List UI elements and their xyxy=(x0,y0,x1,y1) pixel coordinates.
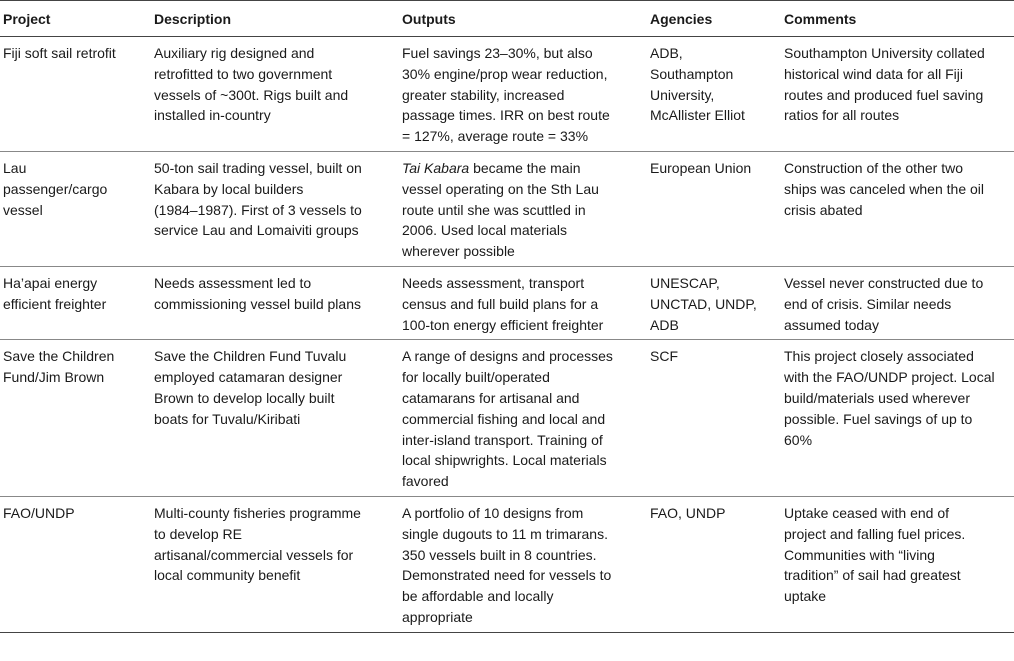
cell-description: 50-ton sail trading vessel, built on Kabara by local builders (1984–1987). First of 3 vessels to service Lau and Lomaiviti groups xyxy=(150,151,398,266)
table-body xyxy=(0,37,1014,633)
cell-agencies: UNESCAP, UNCTAD, UNDP, ADB xyxy=(646,266,780,339)
cell-outputs: Fuel savings 23–30%, but also 30% engine/prop wear reduction, greater stability, increased passage times. IRR on best route = 127%, average route = 33% xyxy=(398,37,646,152)
cell-agencies: SCF xyxy=(646,340,780,497)
cell-description: Save the Children Fund Tuvalu employed catamaran designer Brown to develop locally built boats for Tuvalu/Kiribati xyxy=(150,340,398,497)
cell-comments: Southampton University collated historical wind data for all Fiji routes and produced fuel saving ratios for all routes xyxy=(780,37,1014,152)
cell-comments: Construction of the other two ships was canceled when the oil crisis abated xyxy=(780,151,1014,266)
cell-project: Ha’apai energy efficient freighter xyxy=(0,266,150,339)
cell-comments: Vessel never constructed due to end of crisis. Similar needs assumed today xyxy=(780,266,1014,339)
cell-outputs: Needs assessment, transport census and full build plans for a 100-ton energy efficient freighter xyxy=(398,266,646,339)
header-description: Description xyxy=(150,1,398,37)
table-row xyxy=(0,496,1014,632)
cell-outputs-text: became the main vessel operating on the Sth Lau route until she was scuttled in 2006. Used local materials wherever possible xyxy=(402,159,599,260)
table-row xyxy=(0,266,1014,339)
cell-project: Lau passenger/cargo vessel xyxy=(0,151,150,266)
cell-project: Fiji soft sail retrofit xyxy=(0,37,150,152)
header-project: Project xyxy=(0,1,150,37)
vessel-name: Tai Kabara xyxy=(402,159,470,176)
cell-outputs xyxy=(398,151,646,266)
header-agencies: Agencies xyxy=(646,1,780,37)
cell-project: FAO/UNDP xyxy=(0,496,150,632)
cell-description: Needs assessment led to commissioning vessel build plans xyxy=(150,266,398,339)
cell-agencies: ADB, Southampton University, McAllister Elliot xyxy=(646,37,780,152)
cell-comments: This project closely associated with the FAO/UNDP project. Local build/materials used wherever possible. Fuel savings of up to 60% xyxy=(780,340,1014,497)
header-comments: Comments xyxy=(780,1,1014,37)
cell-description: Auxiliary rig designed and retrofitted to two government vessels of ~300t. Rigs built and installed in-country xyxy=(150,37,398,152)
table-row xyxy=(0,340,1014,497)
table-header xyxy=(0,1,1014,37)
cell-agencies: European Union xyxy=(646,151,780,266)
table-row xyxy=(0,151,1014,266)
cell-agencies: FAO, UNDP xyxy=(646,496,780,632)
cell-comments: Uptake ceased with end of project and falling fuel prices. Communities with “living tradition” of sail had greatest uptake xyxy=(780,496,1014,632)
header-outputs: Outputs xyxy=(398,1,646,37)
cell-description: Multi-county fisheries programme to develop RE artisanal/commercial vessels for local community benefit xyxy=(150,496,398,632)
cell-outputs: A portfolio of 10 designs from single dugouts to 11 m trimarans. 350 vessels built in 8 countries. Demonstrated need for vessels to be affordable and locally appropriate xyxy=(398,496,646,632)
header-row xyxy=(0,1,1014,37)
cell-project: Save the Children Fund/Jim Brown xyxy=(0,340,150,497)
cell-outputs: A range of designs and processes for locally built/operated catamarans for artisanal and commercial fishing and local and inter-island transport. Training of local shipwrights. Local materials favored xyxy=(398,340,646,497)
table-row xyxy=(0,37,1014,152)
